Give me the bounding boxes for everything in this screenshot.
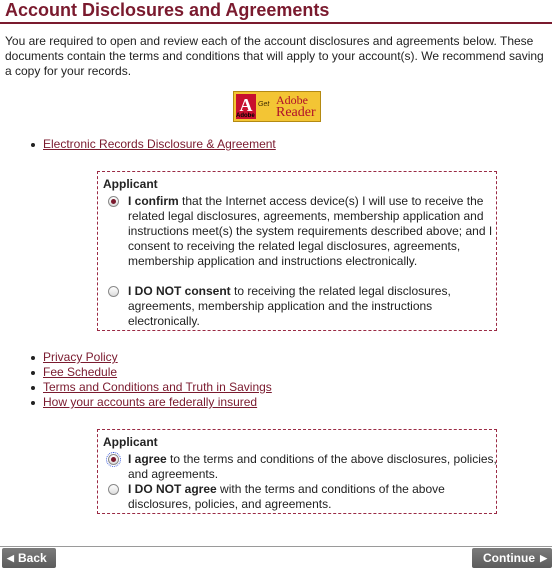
arrow-right-icon: ▶ (540, 553, 547, 563)
adobe-get-text: Get (258, 101, 270, 108)
fee-schedule-link[interactable]: Fee Schedule (43, 365, 118, 379)
intro-text: You are required to open and review each of the account disclosures and agreements below. These documents contain the terms and conditions that will apply to your account(s). We recommend saving a copy for your records. (5, 34, 544, 78)
electronic-consent-box (97, 171, 497, 331)
agree-label-bold: I agree (128, 452, 167, 466)
arrow-left-icon: ◀ (7, 553, 14, 563)
electronic-records-disclosure-link[interactable]: Electronic Records Disclosure & Agreement (43, 137, 276, 151)
continue-button[interactable] (472, 548, 552, 568)
adobe-reader-line2: Reader (276, 105, 316, 120)
title-divider (0, 22, 552, 24)
list-item (28, 395, 272, 410)
disagree-label-bold: I DO NOT agree (128, 482, 217, 496)
footer-divider (0, 546, 552, 547)
disagree-label: with the terms and conditions of the above disclosures, policies, and agreements. (128, 482, 445, 511)
terms-agreement-box (97, 429, 497, 514)
agree-radio[interactable] (108, 454, 119, 465)
back-button[interactable] (2, 548, 56, 568)
privacy-policy-link[interactable]: Privacy Policy (43, 350, 118, 364)
adobe-reader-line1: Adobe (276, 93, 308, 107)
list-item (28, 350, 272, 365)
continue-button-label: Continue (483, 551, 535, 565)
consent-decline-radio[interactable] (108, 286, 119, 297)
adobe-logo-text: Adobe (236, 113, 255, 119)
list-item (28, 137, 276, 152)
consent-decline-label-bold: I DO NOT consent (128, 284, 231, 298)
applicant-label: Applicant (103, 435, 158, 449)
federally-insured-link[interactable]: How your accounts are federally insured (43, 395, 258, 409)
disagree-radio[interactable] (108, 484, 119, 495)
consent-confirm-option[interactable] (108, 195, 503, 285)
get-adobe-reader-badge[interactable] (233, 91, 321, 122)
adobe-logo-icon: A (236, 94, 256, 119)
disclosure-link-list (28, 137, 276, 152)
consent-decline-label: to receiving the related legal disclosures, agreements, membership application and the instructions electronically. (128, 284, 451, 328)
policy-link-list (28, 350, 272, 410)
consent-confirm-label: that the Internet access device(s) I will use to receive the related legal disclosures, agreements, membership application and instructions meet(s) the system requirements described above; and I consent to receiving the related legal disclosures, agreements, membership application and instructions electronically. (128, 194, 493, 268)
agree-label: to the terms and conditions of the above disclosures, policies, and agreements. (128, 452, 497, 481)
list-item (28, 380, 272, 395)
consent-confirm-label-bold: I confirm (128, 194, 179, 208)
consent-confirm-radio[interactable] (108, 196, 119, 207)
page-title: Account Disclosures and Agreements (5, 0, 330, 20)
terms-truth-in-savings-link[interactable]: Terms and Conditions and Truth in Savings (43, 380, 272, 394)
agree-option[interactable] (108, 453, 503, 483)
applicant-label: Applicant (103, 177, 158, 191)
list-item (28, 365, 272, 380)
consent-decline-option[interactable] (108, 285, 503, 330)
disagree-option[interactable] (108, 483, 503, 513)
back-button-label: Back (18, 551, 47, 565)
